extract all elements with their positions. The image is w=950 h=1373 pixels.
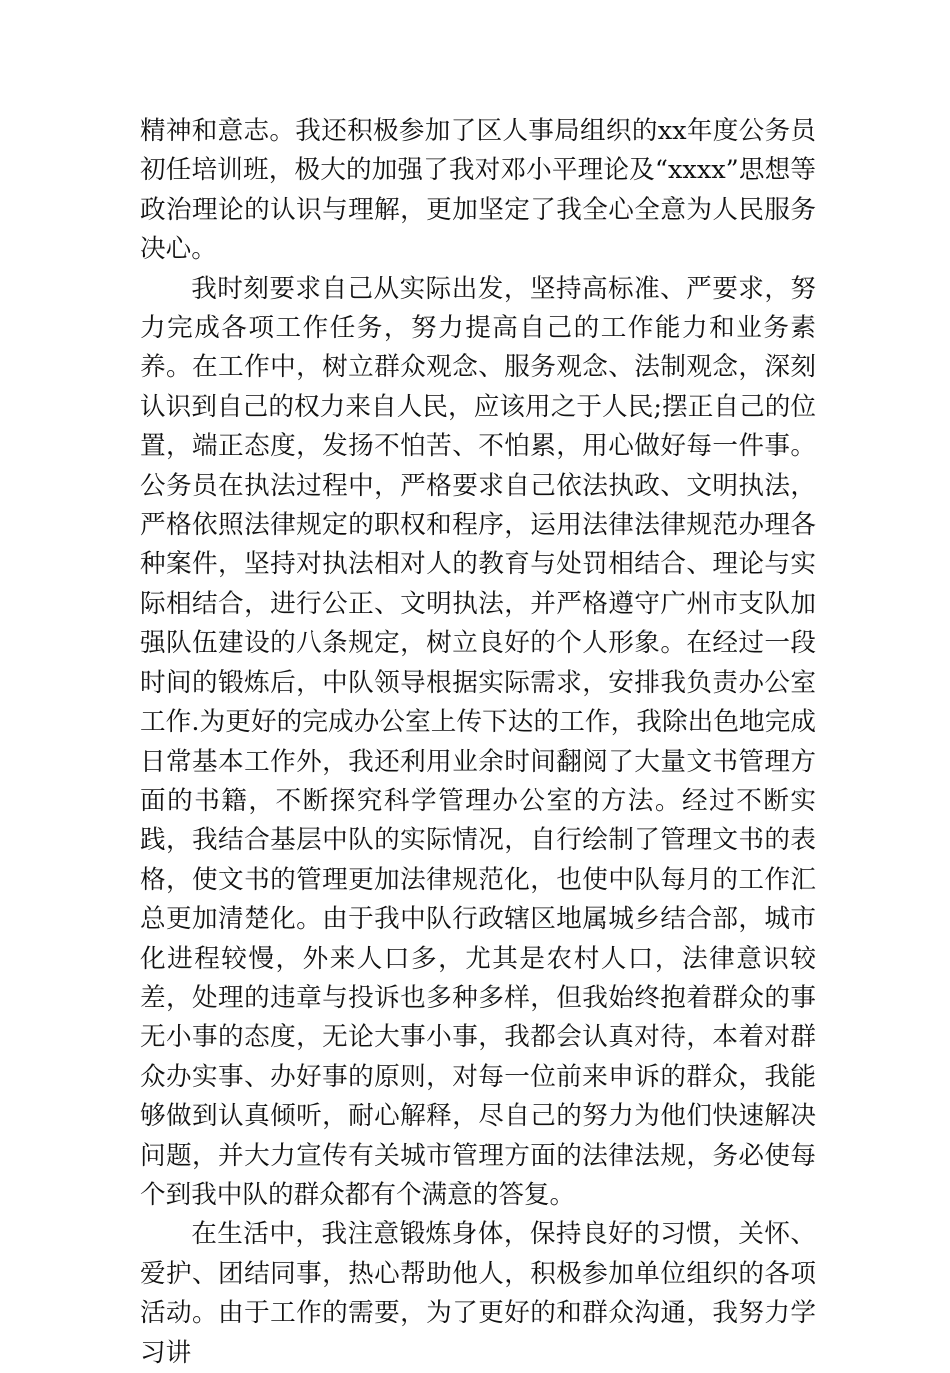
paragraph-work: 我时刻要求自己从实际出发，坚持高标准、严要求，努力完成各项工作任务，努力提高自己的工作能力和业务素养。在工作中，树立群众观念、服务观念、法制观念，深刻认识到自己的权力来自人民，应该用之于人民;摆正自己的位置，端正态度，发扬不怕苦、不怕累，用心做好每一件事。公务员在执法过程中，严格要求自己依法执政、文明执法，严格依照法律规定的职权和程序，运用法律法律规范办理各种案件，坚持对执法相对人的教育与处罚相结合、理论与实际相结合，进行公正、文明执法，并严格遵守广州市支队加强队伍建设的八条规定，树立良好的个人形象。在经过一段时间的锻炼后，中队领导根据实际需求，安排我负责办公室工作.为更好的完成办公室上传下达的工作，我除出色地完成日常基本工作外，我还利用业余时间翻阅了大量文书管理方面的书籍，不断探究科学管理办公室的方法。经过不断实践，我结合基层中队的实际情况，自行绘制了管理文书的表格，使文书的管理更加法律规范化，也使中队每月的工作汇总更加清楚化。由于我中队行政辖区地属城乡结合部，城市化进程较慢，外来人口多，尤其是农村人口，法律意识较差，处理的违章与投诉也多种多样，但我始终抱着群众的事无小事的态度，无论大事小事，我都会认真对待，本着对群众办实事、办好事的原则，对每一位前来申诉的群众，我能够做到认真倾听，耐心解释，尽自己的努力为他们快速解决问题，并大力宣传有关城市管理方面的法律法规，务必使每个到我中队的群众都有个满意的答复。 xyxy=(140,273,816,1210)
paragraph-life: 在生活中，我注意锻炼身体，保持良好的习惯，关怀、爱护、团结同事，热心帮助他人，积极参加单位组织的各项活动。由于工作的需要，为了更好的和群众沟通，我努力学习讲 xyxy=(140,1219,816,1368)
document-body xyxy=(140,112,816,1373)
paragraph-continuation: 精神和意志。我还积极参加了区人事局组织的xx年度公务员初任培训班，极大的加强了我对邓小平理论及“xxxx”思想等政治理论的认识与理解，更加坚定了我全心全意为人民服务决心。 xyxy=(140,116,816,265)
